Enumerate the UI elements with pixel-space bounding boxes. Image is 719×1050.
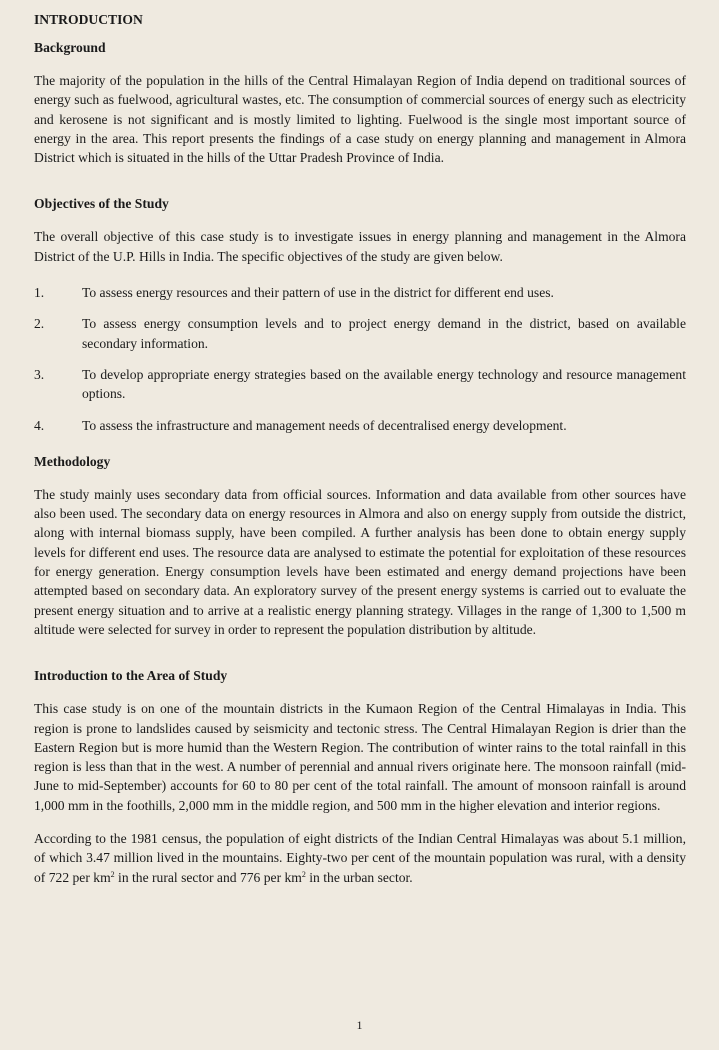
area-heading: Introduction to the Area of Study bbox=[34, 668, 228, 684]
area-paragraph-2-part-a: According to the 1981 census, the population of eight districts of the Indian Central Himalayas was about 5.1 million, of which 3.47 million lived in the mountains. Eighty-two per cent of the mountain population was rural, with a density of 722 per km bbox=[34, 831, 686, 885]
methodology-section bbox=[34, 452, 686, 639]
area-paragraph-2 bbox=[34, 829, 686, 887]
list-item-text: To assess energy resources and their pattern of use in the district for different end uses. bbox=[82, 285, 554, 301]
objectives-intro: The overall objective of this case study is to investigate issues in energy planning and management in the Almora District of the U.P. Hills in India. The specific objectives of the study are given below. bbox=[34, 229, 686, 264]
page-number: 1 bbox=[356, 1018, 363, 1032]
area-paragraph-1: This case study is on one of the mountain districts in the Kumaon Region of the Central Himalayas in India. This region is prone to landslides caused by seismicity and tectonic stress. The Central Himalayan Region is drier than the Eastern Region but is more humid than the Western Region. The contribution of winter rains to the total rainfall in this region is less than that in the west. A number of perennial and annual rivers originate here. The monsoon rainfall (mid-June to mid-September) accounts for 60 to 80 per cent of the total rainfall. The amount of monsoon rainfall is around 1,000 mm in the foothills, 2,000 mm in the middle region, and 500 mm in the higher elevation and interior regions. bbox=[34, 701, 686, 813]
list-item bbox=[34, 283, 686, 302]
superscript: 2 bbox=[301, 869, 306, 879]
list-item bbox=[34, 314, 686, 353]
list-item bbox=[34, 365, 686, 404]
list-item-text: To assess the infrastructure and management needs of decentralised energy development. bbox=[82, 417, 567, 433]
list-item-text: To assess energy consumption levels and to project energy demand in the district, based on available secondary information. bbox=[82, 316, 686, 351]
list-item-number: 1. bbox=[34, 285, 45, 301]
background-section bbox=[34, 38, 686, 167]
area-section bbox=[34, 666, 686, 887]
list-item-text: To develop appropriate energy strategies based on the available energy technology and resource management options. bbox=[82, 366, 686, 402]
document-page bbox=[34, 10, 686, 887]
objectives-heading: Objectives of the Study bbox=[34, 196, 169, 212]
background-heading: Background bbox=[34, 40, 106, 55]
page-title: INTRODUCTION bbox=[34, 12, 143, 27]
background-paragraph: The majority of the population in the hills of the Central Himalayan Region of India depend on traditional sources of energy such as fuelwood, agricultural wastes, etc. The consumption of commercial sources of energy such as electricity and kerosene is not significant and is mostly limited to lighting. Fuelwood is the single most important source of energy in the area. This report presents the findings of a case study on energy planning and management in Almora District which is situated in the hills of the Uttar Pradesh Province of India. bbox=[34, 73, 686, 166]
area-paragraph-2-part-c: in the urban sector. bbox=[305, 869, 413, 885]
area-paragraph-2-part-b: in the rural sector and 776 per km bbox=[114, 869, 302, 885]
methodology-heading: Methodology bbox=[34, 453, 111, 469]
methodology-paragraph: The study mainly uses secondary data from official sources. Information and data available from other sources have also been used. The secondary data on energy resources in Almora and also on energy supply from outside the district, along with internal biomass supply, have been compiled. A further analysis has been done to obtain energy supply levels for different end uses. The resource data are analysed to estimate the potential for exploitation of these resources for energy generation. Energy consumption levels have been estimated and energy demand projections have been attempted based on secondary data. An exploratory survey of the present energy systems is carried out to evaluate the present energy situation and to arrive at a realistic energy planning strategy. Villages in the range of 1,300 to 1,500 m altitude were selected for survey in order to represent the population distribution by altitude. bbox=[34, 486, 686, 637]
list-item bbox=[34, 416, 686, 435]
objectives-list bbox=[34, 283, 686, 435]
superscript: 2 bbox=[110, 869, 115, 879]
list-item-number: 4. bbox=[34, 417, 45, 433]
list-item-number: 2. bbox=[34, 316, 45, 332]
objectives-section bbox=[34, 194, 686, 434]
list-item-number: 3. bbox=[34, 366, 45, 382]
